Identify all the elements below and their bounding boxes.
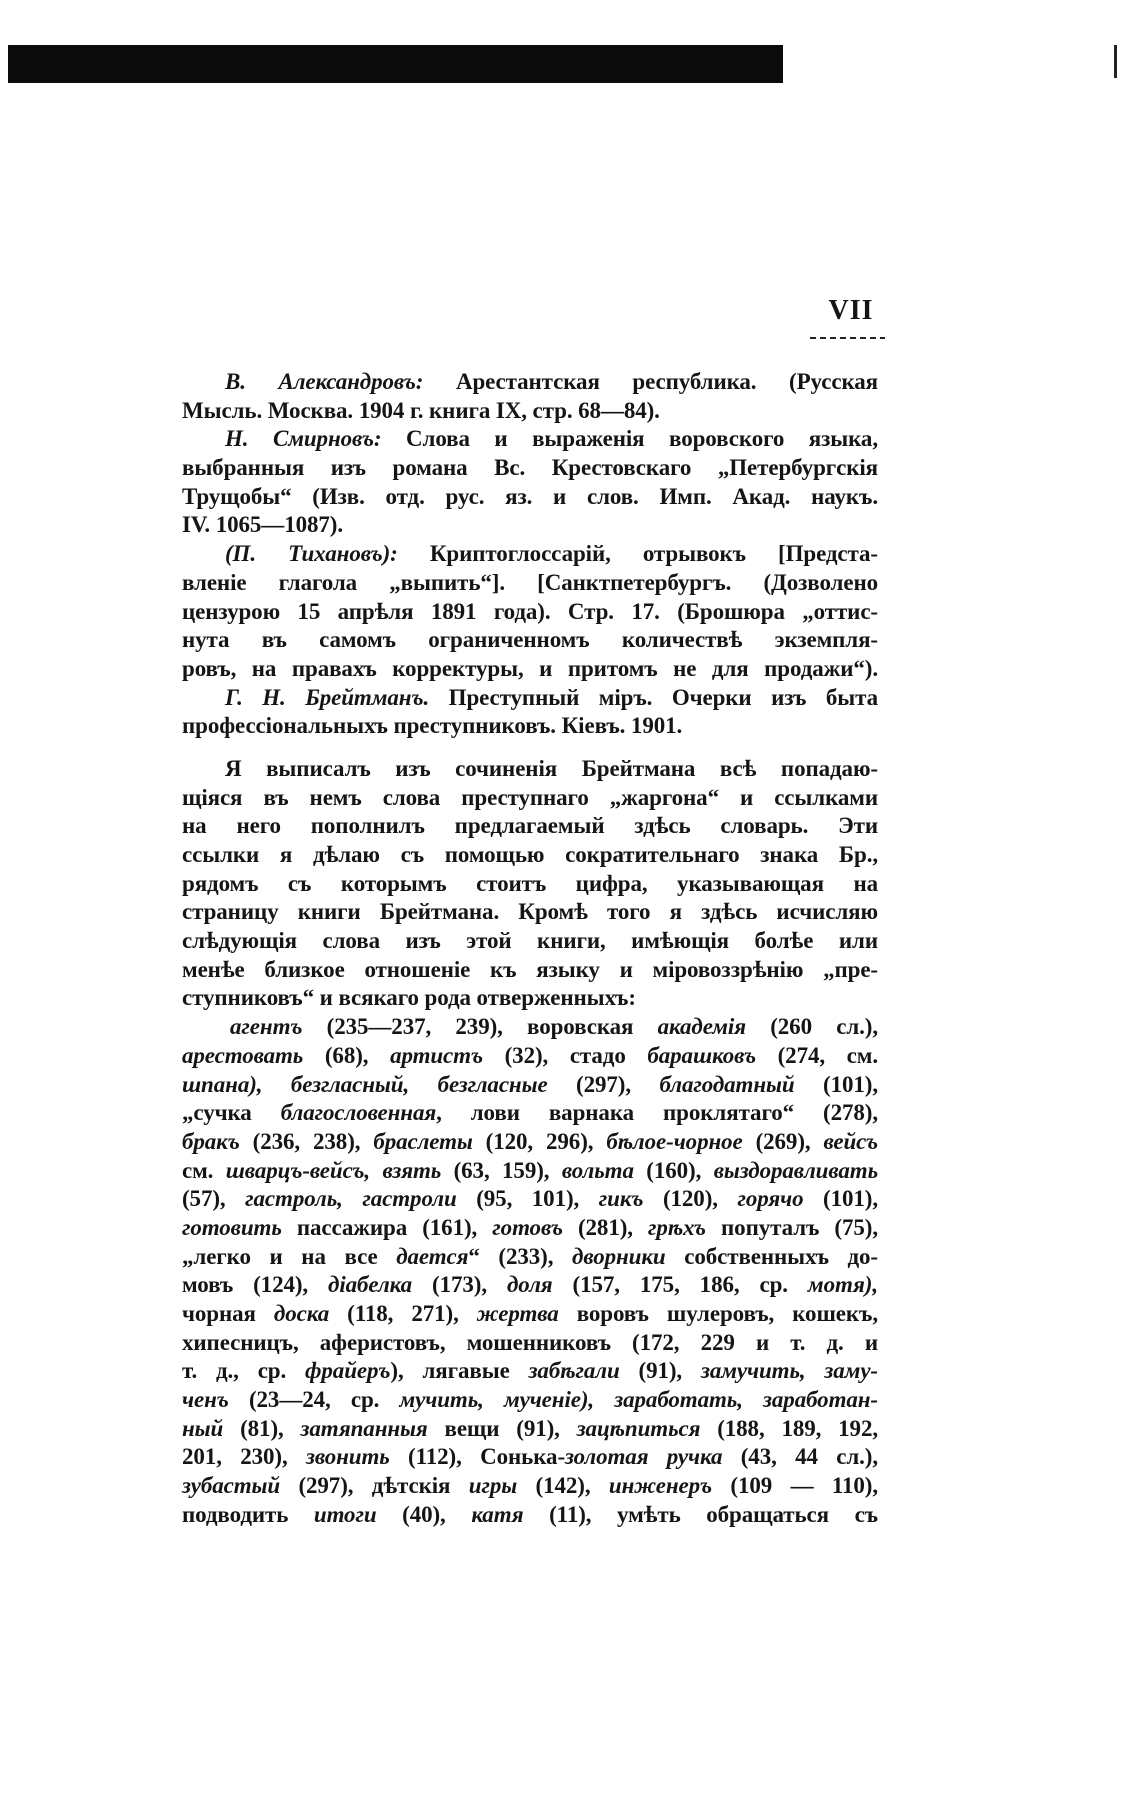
text-run: (235—237, 239), воровская [302, 1014, 658, 1040]
italic-term: шварцъ-вейсъ, взять [225, 1157, 442, 1183]
text-line [182, 655, 878, 684]
italic-term: итоги [313, 1501, 377, 1527]
text-run: (95, 101), [456, 1186, 599, 1212]
text-run: пассажира (161), [281, 1214, 493, 1240]
text-run: (188, 189, 192, [700, 1415, 879, 1441]
text-run: (157, 175, 186, ср. [552, 1272, 808, 1298]
text-line [182, 368, 878, 397]
italic-term: мучить, мученіе), заработать, заработан- [399, 1387, 878, 1413]
italic-term: шпана), [182, 1071, 263, 1097]
text-run: “ (233), [468, 1243, 573, 1269]
italic-term: артистъ [390, 1042, 483, 1068]
text-line [182, 1013, 878, 1042]
text-line [182, 1415, 878, 1444]
text-run: (43, 44 сл.), [722, 1444, 879, 1470]
italic-term: замучить, заму- [700, 1358, 878, 1384]
italic-term: благодатный [659, 1071, 795, 1097]
text-line [182, 454, 878, 483]
text-run: (68), [303, 1042, 391, 1068]
text-line [182, 1042, 878, 1071]
italic-term: вольта [561, 1157, 634, 1183]
text-run: (160), [633, 1157, 714, 1183]
italic-term: мотя), [807, 1272, 878, 1298]
text-run: воровъ шулеровъ, кошекъ, [558, 1301, 878, 1326]
italic-term: дворники [572, 1243, 666, 1269]
text-line [182, 1099, 878, 1128]
italic-term: В. Александровъ: [225, 369, 424, 394]
italic-term: затяпанныя [300, 1415, 428, 1441]
text-run: выбранныя изъ романа Вс. Крестовскаго „Петербургскія [182, 455, 878, 481]
text-run: (297), [547, 1071, 660, 1097]
italic-term: инженеръ [608, 1473, 713, 1499]
text-line [182, 1157, 878, 1186]
scan-margin-bar [8, 45, 783, 83]
italic-term: забѣгали [528, 1358, 620, 1384]
italic-term: горячо [737, 1186, 804, 1212]
italic-term: ный [182, 1415, 224, 1441]
text-line [182, 1472, 878, 1501]
page-body [182, 368, 878, 1530]
text-line [182, 425, 878, 454]
text-run: (57), [182, 1186, 246, 1212]
text-line [182, 511, 878, 540]
text-run: ссылки я дѣлаю съ помощью сократительнаго знака Бр., [182, 842, 878, 867]
text-line [182, 870, 878, 899]
text-run: Слова и выраженія воровского языка, [381, 426, 878, 452]
italic-term: академія [657, 1014, 746, 1040]
italic-term: гастроль, гастроли [245, 1186, 457, 1212]
italic-term: (П. Тихановъ): [225, 541, 398, 567]
text-run: Преступный міръ. Очерки изъ быта [429, 684, 878, 710]
italic-term: діабелка [328, 1272, 413, 1298]
text-run: (274, см. [755, 1042, 878, 1068]
italic-term: арестовать [182, 1042, 304, 1068]
page-number: VII [828, 295, 874, 326]
italic-term: бѣлое-чорное [606, 1128, 743, 1154]
text-run: ), лягавые [390, 1358, 529, 1384]
text-line [182, 1357, 878, 1386]
text-run: собственныхъ до- [665, 1243, 878, 1269]
text-run: вленіе глагола „выпить“]. [Санктпетербургъ. (Дозволено [182, 569, 878, 595]
italic-term: готовъ [492, 1214, 563, 1240]
scan-edge-mark [1114, 45, 1117, 78]
text-run: IV. 1065—1087). [182, 512, 344, 538]
italic-term: ченъ [182, 1387, 229, 1413]
text-line [182, 397, 878, 426]
italic-term: катя [471, 1501, 524, 1527]
text-run: (112), Сонька- [389, 1444, 566, 1470]
text-run: (40), [376, 1501, 472, 1527]
text-run: (297), дѣтскія [280, 1473, 469, 1499]
text-run: (236, 238), [239, 1128, 374, 1154]
text-run: , лови варнака проклятаго“ (278), [436, 1100, 878, 1126]
text-run: „сучка [182, 1100, 281, 1126]
text-run: (173), [412, 1272, 507, 1298]
text-line [182, 812, 878, 841]
text-run: см. [182, 1157, 226, 1183]
text-run: мовъ (124), [182, 1272, 329, 1298]
text-line [182, 1185, 878, 1214]
text-run: (281), [562, 1214, 649, 1240]
text-line [182, 598, 878, 627]
text-line [182, 1071, 878, 1100]
text-run: ровъ, на правахъ корректуры, и притомъ не для продажи“). [182, 655, 878, 681]
text-run: хипесницъ, аферистовъ, мошенниковъ (172, 229 и т. д. и [182, 1329, 878, 1355]
text-run: нута въ самомъ ограниченномъ количествѣ экземпля- [182, 627, 878, 653]
italic-term: зацѣпиться [576, 1415, 701, 1441]
text-run: (101), [794, 1071, 878, 1097]
text-run: (91), [619, 1358, 701, 1384]
text-run: „легко и на все [182, 1243, 397, 1269]
text-run: (63, 159), [441, 1157, 562, 1183]
italic-term: бракъ [182, 1128, 240, 1154]
italic-term: золотая ручка [565, 1444, 723, 1470]
text-line [182, 1443, 878, 1472]
text-line [182, 569, 878, 598]
text-run: Мысль. Москва. 1904 г. книга IX, стр. 68—84). [182, 397, 660, 423]
text-run: вещи (91), [427, 1415, 577, 1441]
italic-term: звонить [305, 1444, 390, 1470]
text-line [182, 1386, 878, 1415]
italic-term: фрайеръ [305, 1358, 391, 1384]
italic-term: гикъ [598, 1186, 644, 1212]
text-run: попуталъ (75), [705, 1214, 878, 1240]
text-line [182, 956, 878, 985]
text-run: (81), [223, 1415, 301, 1441]
text-run: профессіональныхъ преступниковъ. Кіевъ. 1901. [182, 713, 683, 739]
text-line [182, 898, 878, 927]
italic-term: зубастый [182, 1473, 281, 1499]
text-run: цензурою 15 апрѣля 1891 года). Стр. 17. (Брошюра „оттис- [182, 598, 878, 624]
italic-term: барашковъ [647, 1042, 756, 1068]
text-line [182, 1243, 878, 1272]
text-line [182, 755, 878, 784]
text-run: т. д., ср. [182, 1358, 306, 1384]
page-number-rule [810, 337, 885, 339]
italic-term: доля [506, 1272, 553, 1298]
italic-term: браслеты [373, 1128, 473, 1154]
text-line [182, 1271, 878, 1300]
text-line [182, 1214, 878, 1243]
text-run: менѣе близкое отношеніе къ языку и міровоззрѣнію „пре- [182, 956, 878, 982]
text-line [182, 540, 878, 569]
text-line [182, 626, 878, 655]
text-run: страницу книги Брейтмана. Кромѣ того я здѣсь исчисляю [182, 899, 878, 925]
italic-term: Н. Смирновъ: [225, 426, 382, 452]
italic-term: агентъ [230, 1014, 303, 1040]
text-run: Криптоглоссарій, отрывокъ [Предста- [397, 541, 878, 567]
italic-term: игры [468, 1473, 518, 1499]
text-run: рядомъ съ которымъ стоитъ цифра, указывающая на [182, 870, 878, 896]
text-line [182, 1300, 878, 1329]
text-run: (118, 271), [329, 1301, 477, 1326]
text-run: (23—24, ср. [228, 1387, 400, 1413]
text-run: (32), стадо [482, 1042, 648, 1068]
italic-term: жертва [476, 1301, 559, 1326]
text-run: ступниковъ“ и всякаго рода отверженныхъ: [182, 985, 636, 1011]
italic-term: безгласные [437, 1071, 548, 1097]
text-run: (120, 296), [472, 1128, 607, 1154]
text-line [182, 784, 878, 813]
italic-term: благословенная [280, 1100, 437, 1126]
text-run: Я выписалъ изъ сочиненія Брейтмана всѣ попадаю- [225, 755, 878, 781]
italic-term: готовить [182, 1214, 282, 1240]
text-run: (120), [643, 1186, 738, 1212]
text-run: чорная [182, 1301, 274, 1326]
text-line [182, 1501, 878, 1530]
text-line [182, 483, 878, 512]
text-line [182, 1128, 878, 1157]
text-run: (101), [803, 1186, 878, 1212]
text-run [262, 1072, 290, 1097]
text-run: Арестантская республика. (Русская [423, 369, 879, 394]
text-line [182, 927, 878, 956]
text-run: подводить [182, 1501, 314, 1527]
text-run: (11), умѣть обращаться съ [523, 1501, 878, 1527]
italic-term: грѣхъ [648, 1214, 706, 1240]
text-line [182, 984, 878, 1013]
italic-term: Г. Н. Брейтманъ. [225, 684, 430, 710]
italic-term: дается [396, 1243, 469, 1269]
italic-term: выздоравливать [713, 1157, 878, 1183]
italic-term: вейсъ [823, 1128, 878, 1154]
text-line [182, 684, 878, 713]
text-run: на него пополнилъ предлагаемый здѣсь словарь. Эти [182, 813, 878, 839]
text-run: (142), [517, 1473, 609, 1499]
text-run: Трущобы“ (Изв. отд. рус. яз. и слов. Имп. Акад. наукъ. [182, 483, 878, 509]
text-line [182, 1329, 878, 1358]
italic-term: безгласный, [290, 1071, 410, 1097]
text-line [182, 841, 878, 870]
text-run: слѣдующія слова изъ этой книги, имѣющія болѣе или [182, 928, 878, 954]
text-run: 201, 230), [182, 1444, 306, 1470]
text-run [409, 1072, 437, 1097]
text-run: щіяся въ немъ слова преступнаго „жаргона“ и ссылками [182, 784, 878, 810]
text-run: (269), [742, 1128, 824, 1154]
text-run: (260 сл.), [745, 1014, 878, 1040]
text-run: (109 — 110), [712, 1473, 878, 1499]
text-line [182, 712, 878, 741]
italic-term: доска [273, 1301, 330, 1326]
